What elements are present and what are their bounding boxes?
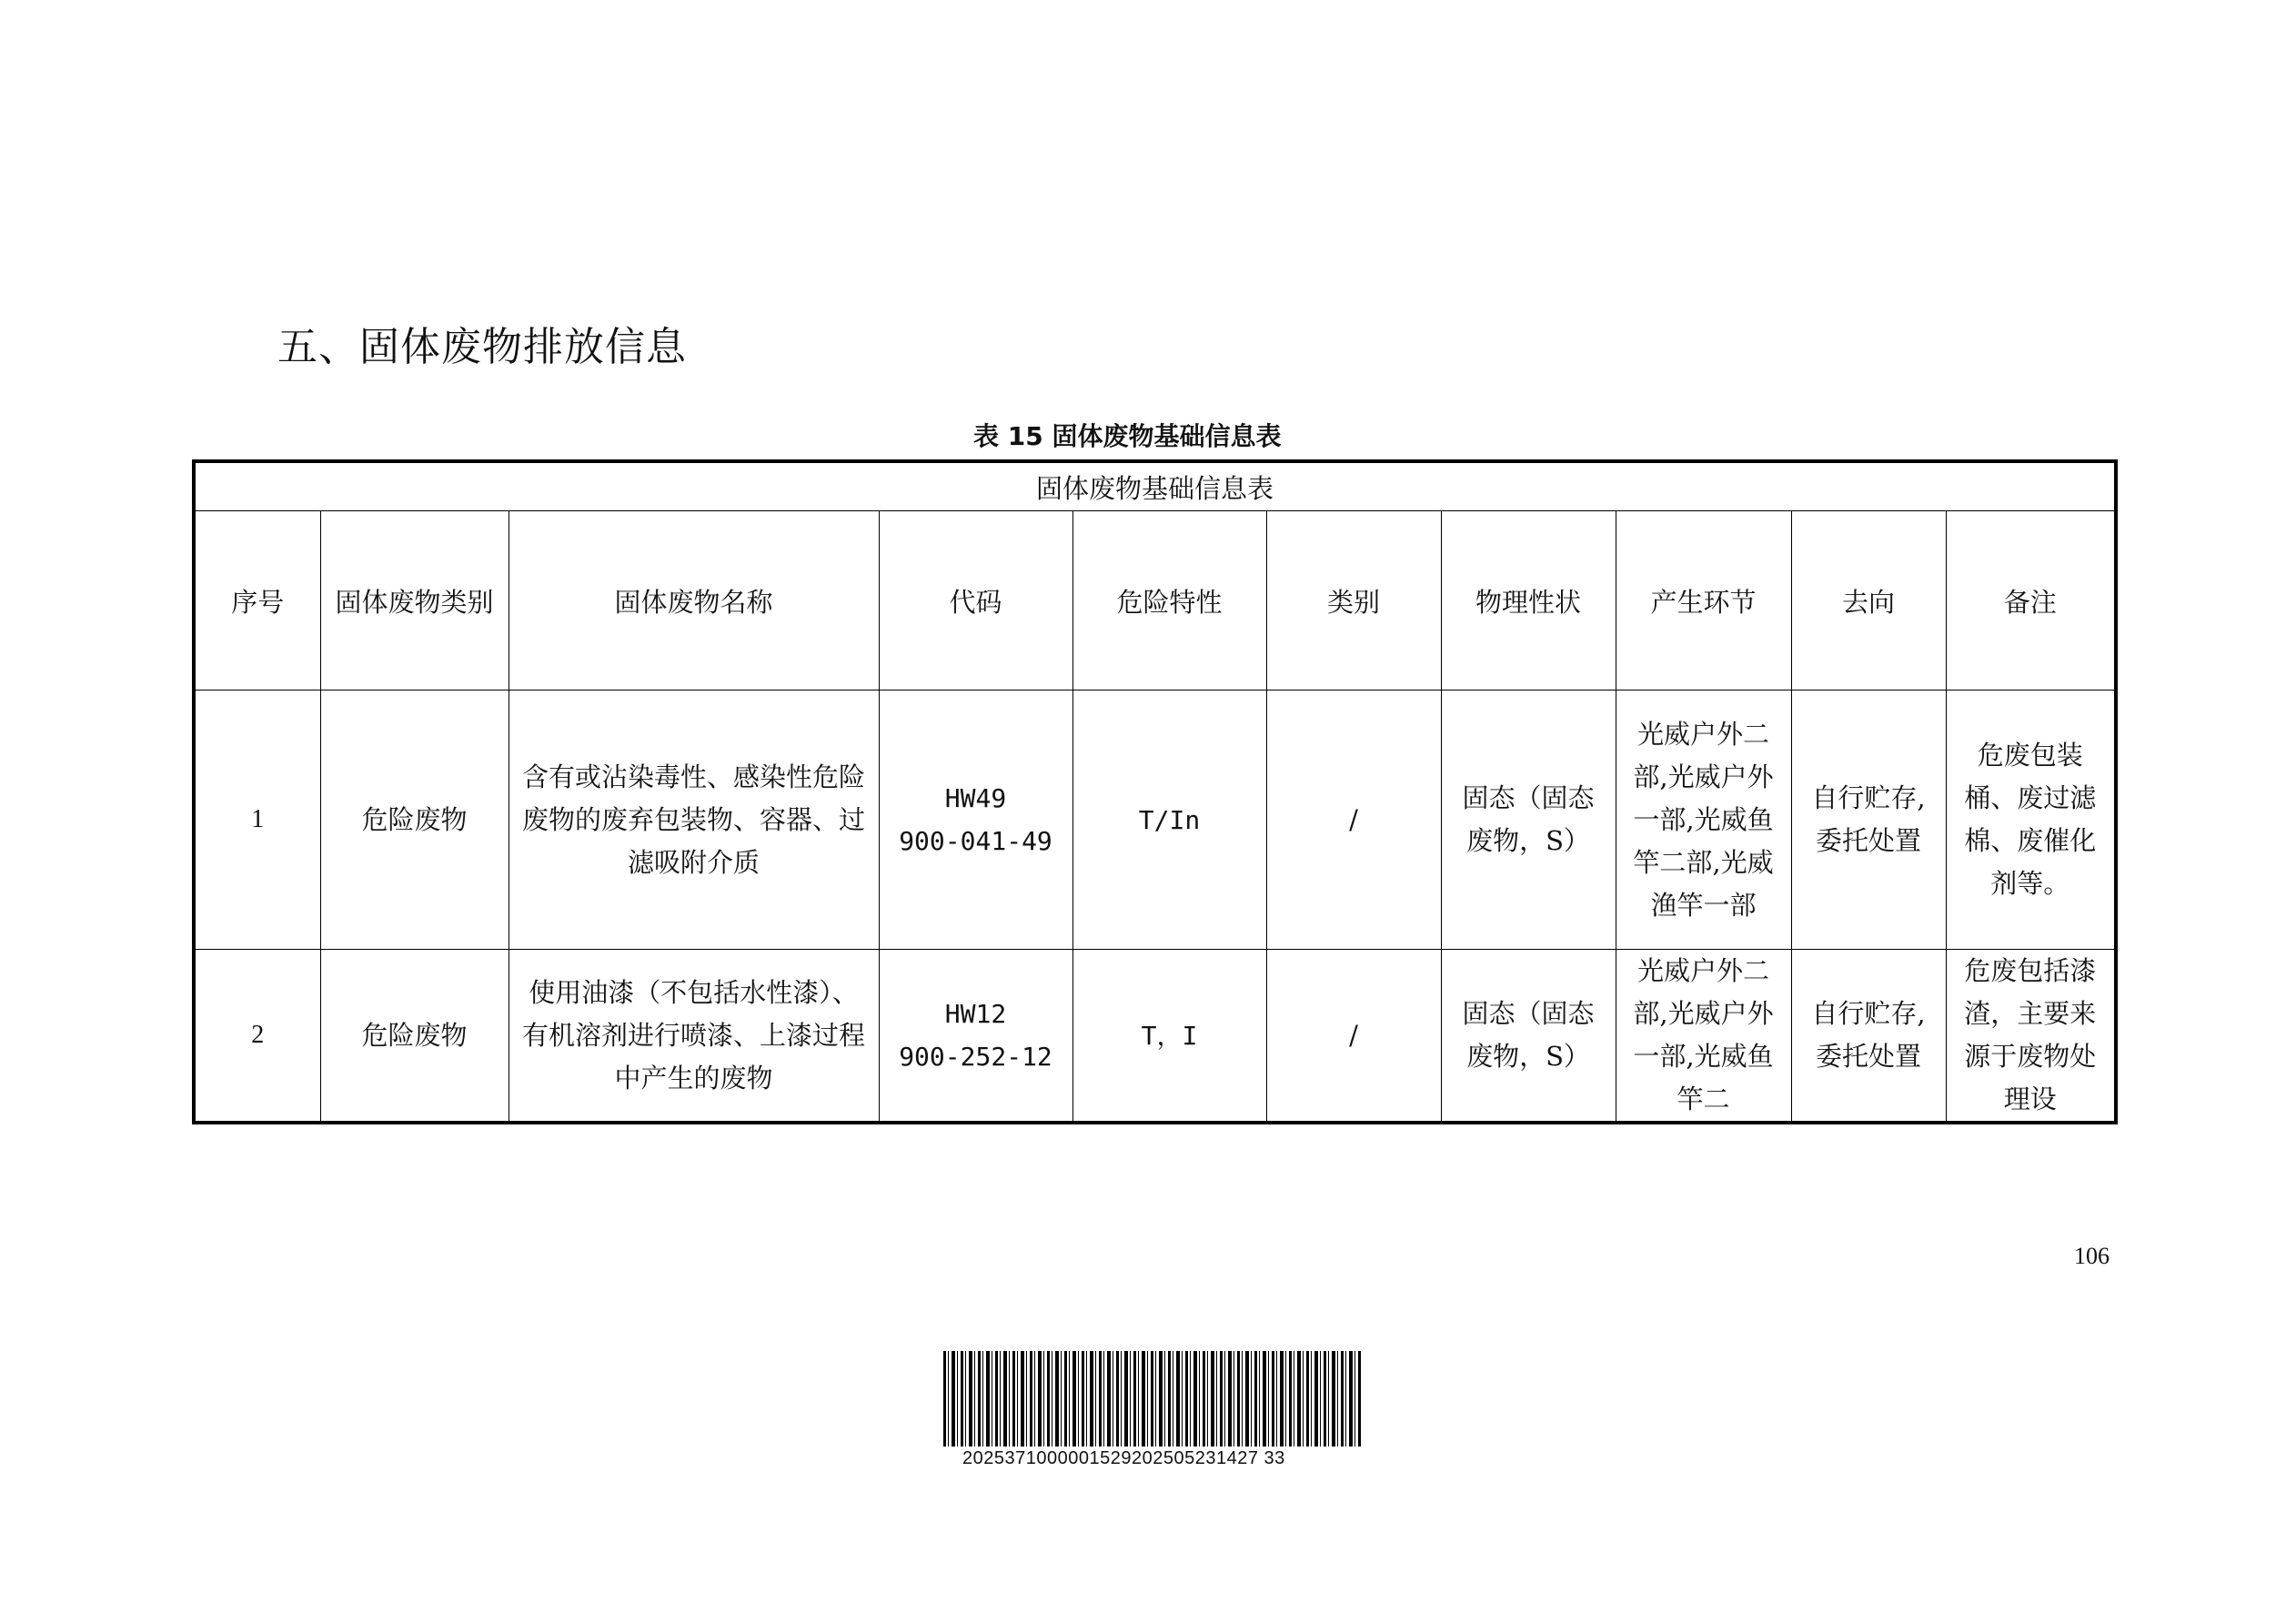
solid-waste-table [192,459,2118,1124]
table-cell: HW12 900-252-12 [879,950,1072,1124]
page-number: 106 [2074,1243,2110,1269]
header-cell: 备注 [1946,511,2116,691]
table-title: 固体废物基础信息表 [194,461,2116,511]
table-cell: 危废包装桶、废过滤棉、废催化剂等。 [1946,691,2116,950]
header-cell: 固体废物名称 [509,511,879,691]
table-cell: 自行贮存,委托处置 [1791,691,1946,950]
table-cell: 含有或沾染毒性、感染性危险废物的废弃包装物、容器、过滤吸附介质 [509,691,879,950]
table-cell: 自行贮存,委托处置 [1791,950,1946,1124]
header-cell: 物理性状 [1441,511,1616,691]
section-title: 五、固体废物排放信息 [277,324,687,370]
table-row [194,950,2116,1124]
table-cell: 危废包括漆渣，主要来源于废物处理设 [1964,955,2097,1114]
header-cell: 类别 [1266,511,1441,691]
table-cell: 使用油漆（不包括水性漆）、有机溶剂进行喷漆、上漆过程中产生的废物 [509,950,879,1124]
table-cell: 光威户外二部,光威户外一部,光威鱼竿二 [1633,955,1774,1114]
header-cell: 去向 [1791,511,1946,691]
table-cell: 危险废物 [320,691,509,950]
table-cell: 危险废物 [320,950,509,1124]
table-header-row [194,511,2116,691]
table-cell: T/In [1072,691,1266,950]
table-cell: 固态（固态废物，S） [1441,950,1616,1124]
table-cell: 1 [194,691,320,950]
header-cell: 代码 [879,511,1072,691]
barcode-number: 2025371000001529202505231427 33 [962,1448,1285,1468]
header-cell: 固体废物类别 [320,511,509,691]
table-cell: 2 [194,950,320,1124]
table-cell: 固态（固态废物，S） [1441,691,1616,950]
header-cell: 产生环节 [1616,511,1791,691]
table-row [194,691,2116,950]
table-cell: T，I [1072,950,1266,1124]
table-cell: / [1266,950,1441,1124]
header-cell: 危险特性 [1072,511,1266,691]
table-cell: / [1266,691,1441,950]
table-cell: HW49 900-041-49 [879,691,1072,950]
header-cell: 序号 [194,511,320,691]
barcode-image [943,1351,1362,1447]
table-caption: 表 15 固体废物基础信息表 [973,421,1282,451]
table-cell: 光威户外二部,光威户外一部,光威鱼竿二部,光威渔竿一部 [1616,691,1791,950]
